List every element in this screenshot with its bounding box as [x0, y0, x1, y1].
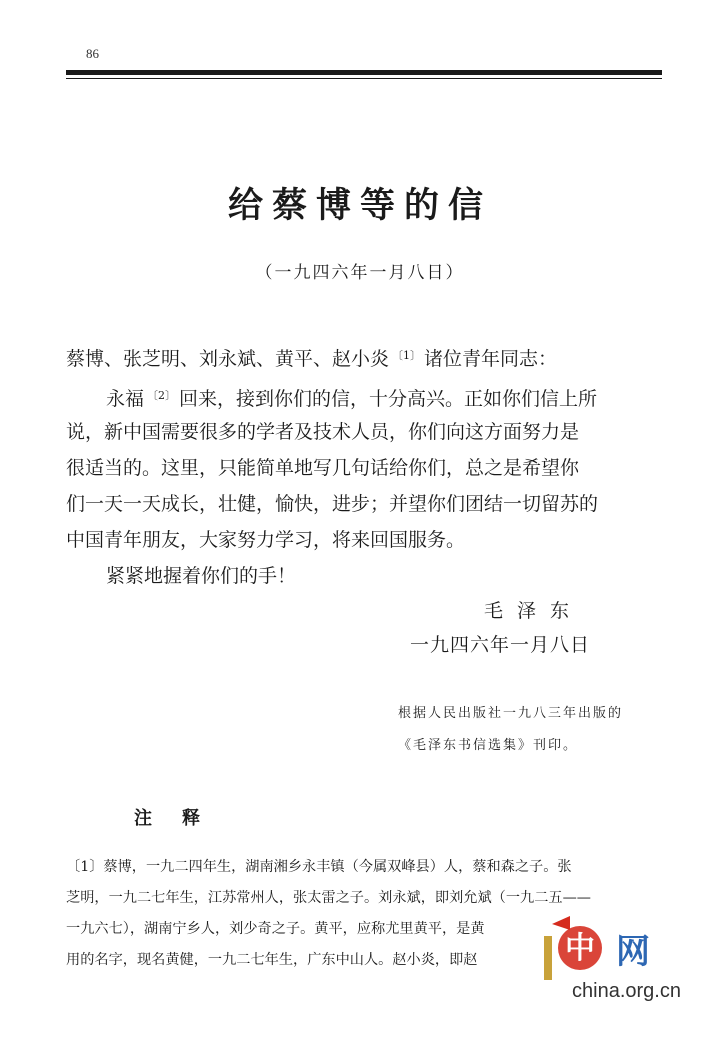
note-ref-2: 〔2〕 [147, 389, 177, 402]
letter-title: 给蔡博等的信 [227, 186, 492, 226]
note-line-1: 〔1〕蔡博，一九二四年生，湖南湘乡永丰镇（今属双峰县）人，蔡和森之子。张 [66, 859, 572, 875]
para-line-1-after: 回来，接到你们的信，十分高兴。正如你们信上所 [179, 388, 598, 410]
watermark-domain: china.org.cn [572, 980, 681, 1002]
note-line-3: 一九六七），湖南宁乡人，刘少奇之子。黄平，应称尤里黄平，是黄 [66, 921, 485, 937]
paragraph-line-1 [106, 384, 597, 411]
letter-date: （一九四六年一月八日） [255, 263, 465, 283]
note-line-4: 用的名字，现名黄健，一九二七年生，广东中山人。赵小炎，即赵 [66, 952, 478, 968]
watermark-net-char: 网 [616, 932, 650, 972]
china-org-watermark [532, 900, 708, 1030]
notes-heading: 注释 [134, 808, 230, 829]
note-ref-1: 〔1〕 [392, 349, 422, 362]
salutation-names: 蔡博、张芝明、刘永斌、黄平、赵小炎 [66, 348, 390, 370]
header-rule-thin [66, 78, 662, 79]
source-note-line-2: 《毛泽东书信选集》刊印。 [398, 738, 579, 753]
signature-name: 毛泽东 [484, 600, 584, 622]
china-logo-icon [540, 906, 610, 980]
para-line-1-before: 永福 [106, 388, 145, 410]
paragraph-line-2: 说，新中国需要很多的学者及技术人员，你们向这方面努力是 [66, 421, 580, 443]
salutation-line [66, 344, 557, 371]
note-line-2: 芝明，一九二七年生，江苏常州人，张太雷之子。刘永斌，即刘允斌（一九二五—— [66, 890, 591, 906]
header-rule-thick [66, 70, 662, 75]
page-number: 86 [86, 46, 99, 61]
source-note-line-1: 根据人民出版社一九八三年出版的 [398, 706, 624, 721]
paragraph-line-4: 们一天一天成长，壮健，愉快，进步；并望你们团结一切留苏的 [66, 493, 599, 515]
watermark-logo-char: 中 [565, 931, 595, 966]
signature-date: 一九四六年一月八日 [410, 634, 591, 656]
salutation-rest: 诸位青年同志： [424, 348, 558, 370]
closing-line: 紧紧地握着你们的手！ [106, 565, 297, 587]
paragraph-line-3: 很适当的。这里，只能简单地写几句话给你们，总之是希望你 [66, 457, 580, 479]
paragraph-line-5: 中国青年朋友，大家努力学习，将来回国服务。 [66, 529, 466, 551]
